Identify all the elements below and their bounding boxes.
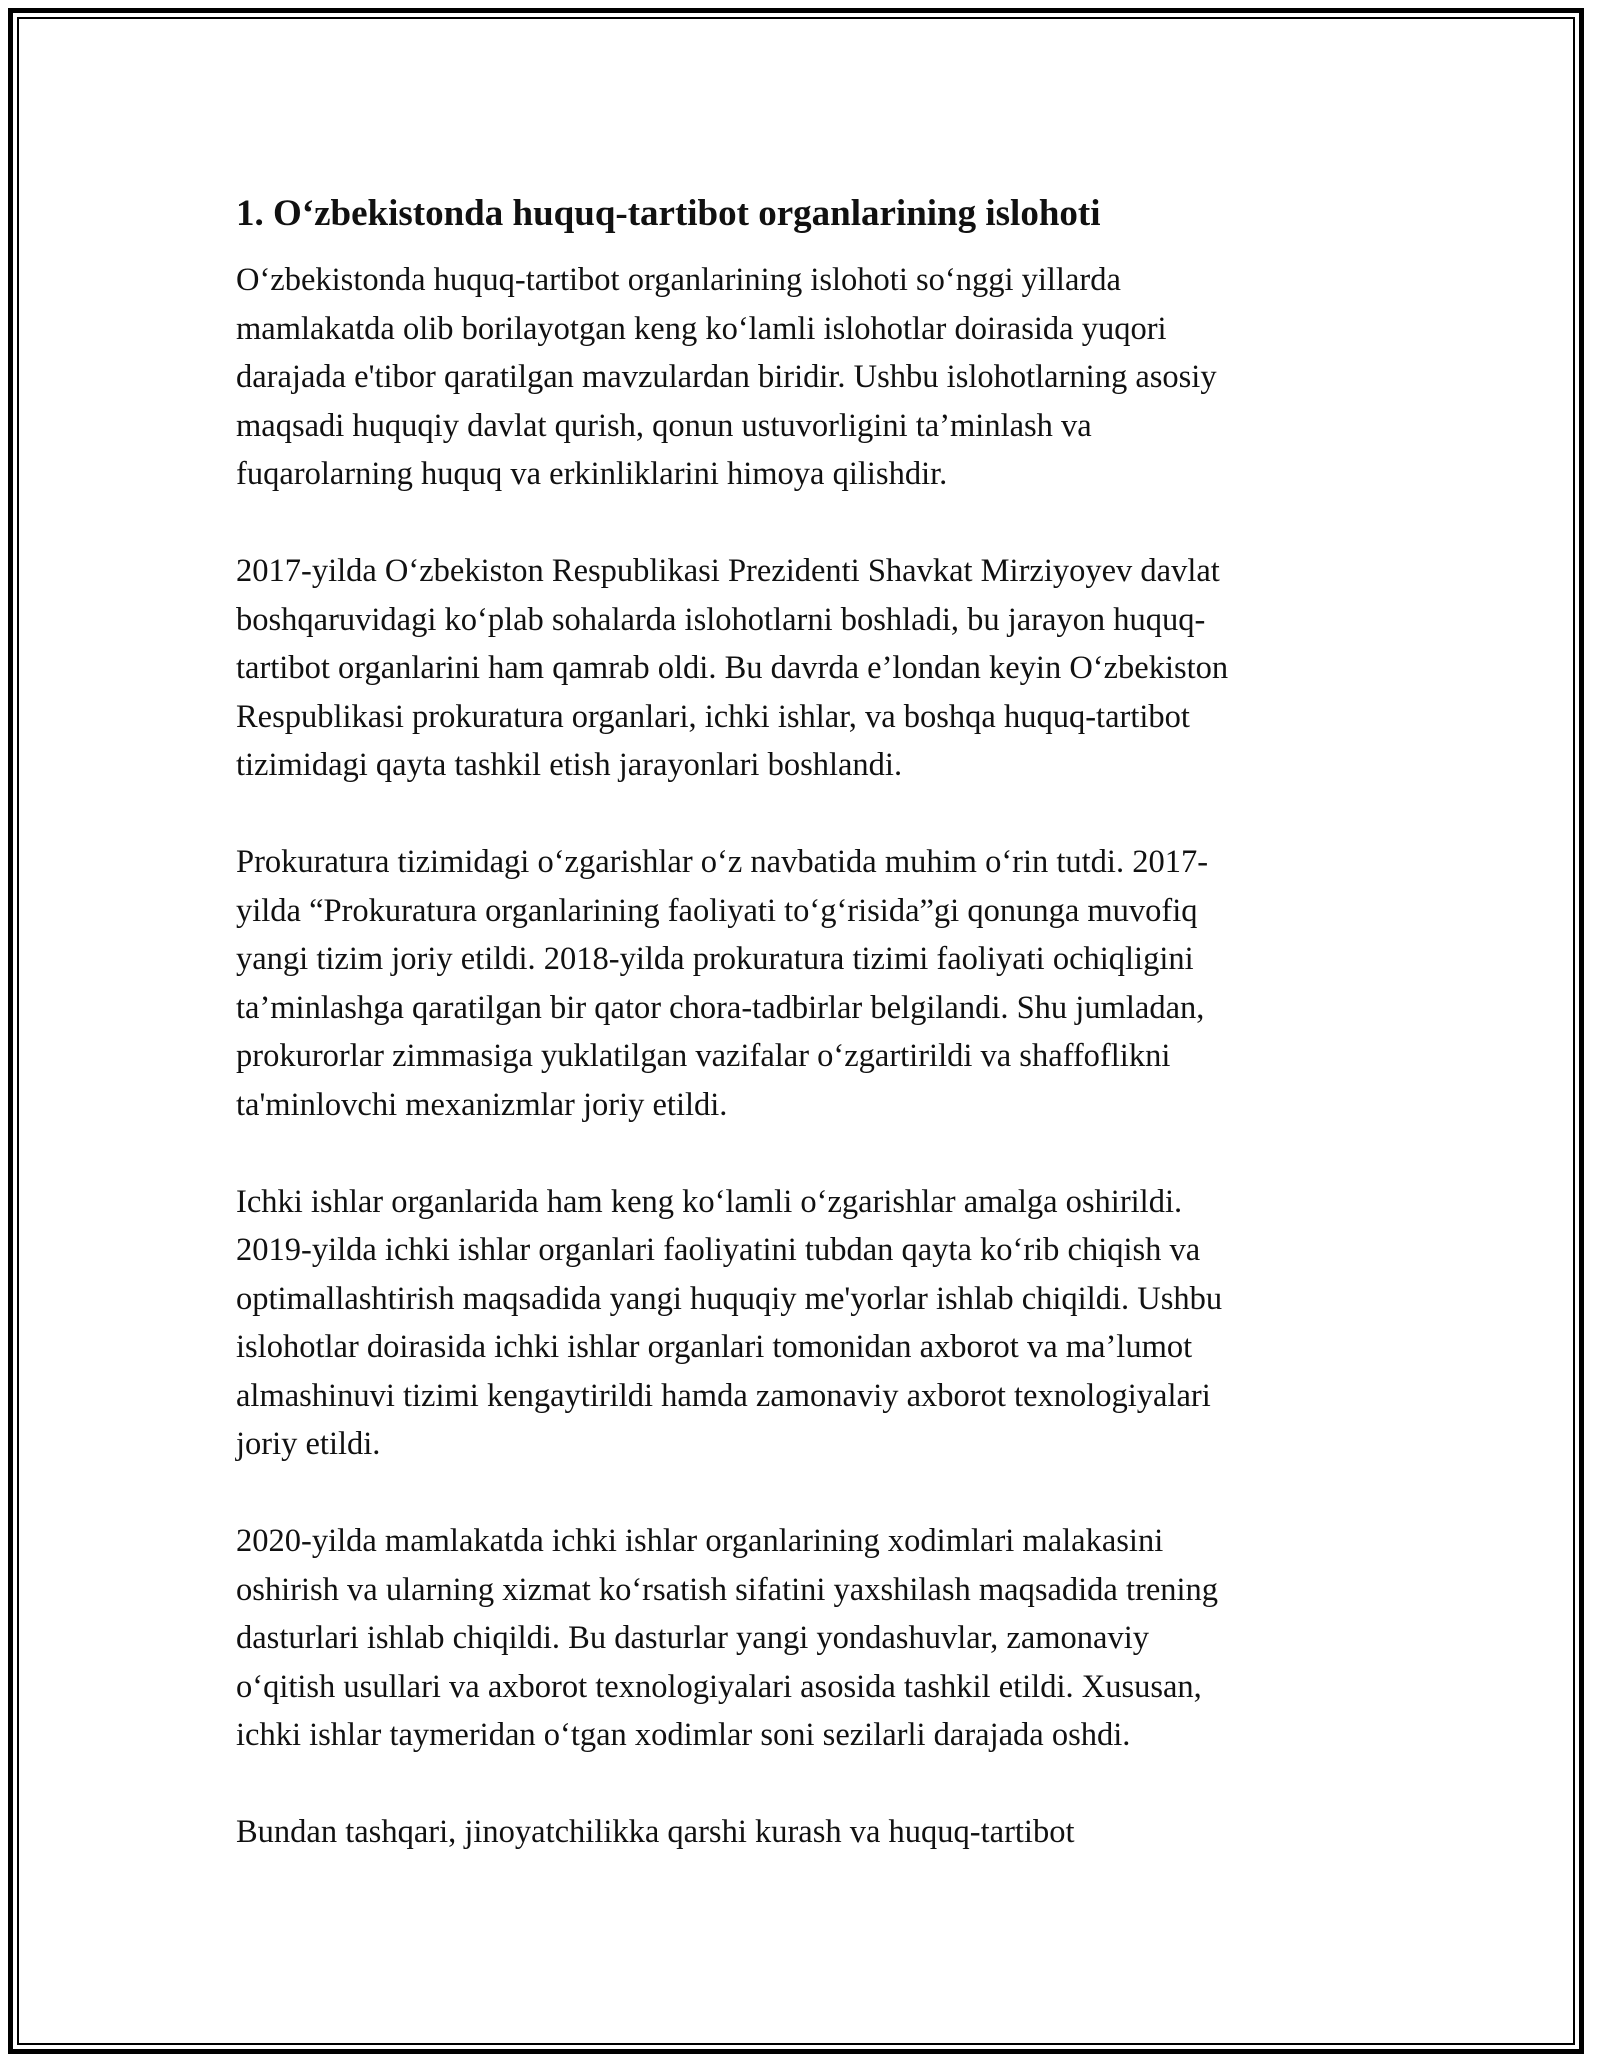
paragraph-line: fuqarolarning huquq va erkinliklarini himoya qilishdir. bbox=[236, 456, 948, 492]
paragraph-line: maqsadi huquqiy davlat qurish, qonun ustuvorligini ta’minlash va bbox=[236, 407, 1092, 444]
paragraph-spacer bbox=[236, 1129, 1386, 1178]
paragraph-spacer bbox=[236, 1760, 1386, 1809]
paragraph-line: Respublikasi prokuratura organlari, ichki ishlar, va boshqa huquq-tartibot bbox=[236, 698, 1190, 735]
paragraph-line: dasturlari ishlab chiqildi. Bu dasturlar yangi yondashuvlar, zamonaviy bbox=[236, 1620, 1149, 1656]
paragraph-line: almashinuvi tizimi kengaytirildi hamda zamonaviy axborot texnologiyalari bbox=[236, 1377, 1211, 1414]
paragraph-line: mamlakatda olib borilayotgan keng ko‘lamli islohotlar doirasida yuqori bbox=[236, 310, 1167, 347]
paragraph-spacer bbox=[236, 499, 1386, 548]
paragraph-line: oshirish va ularning xizmat ko‘rsatish sifatini yaxshilash maqsadida trening bbox=[236, 1571, 1219, 1608]
paragraph-line: tizimidagi qayta tashkil etish jarayonlari boshlandi. bbox=[236, 747, 903, 783]
paragraph-line: yilda “Prokuratura organlarining faoliyati to‘g‘risida”gi qonunga muvofiq bbox=[236, 892, 1198, 929]
paragraph-line: tartibot organlarini ham qamrab oldi. Bu davrda e’londan keyin O‘zbekiston bbox=[236, 650, 1229, 686]
paragraph-line: yangi tizim joriy etildi. 2018-yilda prokuratura tizimi faoliyati ochiqligini bbox=[236, 941, 1194, 977]
paragraph-2020-training bbox=[236, 1517, 1386, 1760]
paragraph-line: Bundan tashqari, jinoyatchilikka qarshi kurash va huquq-tartibot bbox=[236, 1814, 1075, 1850]
paragraph-line: 2017-yilda O‘zbekiston Respublikasi Prezidenti Shavkat Mirziyoyev davlat bbox=[236, 553, 1220, 589]
paragraph-line: joriy etildi. bbox=[236, 1426, 381, 1462]
paragraph-2017-reforms bbox=[236, 547, 1386, 790]
paragraph-line: Ichki ishlar organlarida ham keng ko‘lamli o‘zgarishlar amalga oshirildi. bbox=[236, 1183, 1183, 1220]
paragraph-line: o‘qitish usullari va axborot texnologiyalari asosida tashkil etildi. Xususan, bbox=[236, 1668, 1202, 1705]
paragraph-line: Prokuratura tizimidagi o‘zgarishlar o‘z navbatida muhim o‘rin tutdi. 2017- bbox=[236, 844, 1209, 880]
document-body bbox=[236, 186, 1386, 1857]
paragraph-line: O‘zbekistonda huquq-tartibot organlarining islohoti so‘nggi yillarda bbox=[236, 262, 1121, 298]
paragraph-line: boshqaruvidagi ko‘plab sohalarda islohotlarni boshladi, bu jarayon huquq- bbox=[236, 601, 1206, 638]
paragraph-closing bbox=[236, 1808, 1386, 1857]
paragraph-spacer bbox=[236, 1469, 1386, 1518]
paragraph-intro bbox=[236, 256, 1386, 499]
paragraph-prosecution bbox=[236, 838, 1386, 1129]
paragraph-line: darajada e'tibor qaratilgan mavzulardan biridir. Ushbu islohotlarning asosiy bbox=[236, 359, 1217, 395]
paragraph-line: optimallashtirish maqsadida yangi huquqiy me'yorlar ishlab chiqildi. Ushbu bbox=[236, 1280, 1223, 1317]
paragraph-spacer bbox=[236, 790, 1386, 839]
paragraph-line: ichki ishlar taymeridan o‘tgan xodimlar soni sezilarli darajada oshdi. bbox=[236, 1717, 1131, 1753]
paragraph-line: ta’minlashga qaratilgan bir qator chora-tadbirlar belgilandi. Shu jumladan, bbox=[236, 989, 1205, 1026]
paragraph-internal-affairs bbox=[236, 1178, 1386, 1469]
paragraph-line: 2019-yilda ichki ishlar organlari faoliyatini tubdan qayta ko‘rib chiqish va bbox=[236, 1232, 1201, 1268]
section-heading: 1. O‘zbekistonda huquq-tartibot organlarining islohoti bbox=[236, 193, 1101, 234]
paragraph-line: prokurorlar zimmasiga yuklatilgan vazifalar o‘zgartirildi va shaffoflikni bbox=[236, 1038, 1171, 1074]
paragraph-line: ta'minlovchi mexanizmlar joriy etildi. bbox=[236, 1086, 728, 1123]
paragraph-line: islohotlar doirasida ichki ishlar organlari tomonidan axborot va ma’lumot bbox=[236, 1329, 1193, 1365]
paragraph-line: 2020-yilda mamlakatda ichki ishlar organlarining xodimlari malakasini bbox=[236, 1523, 1164, 1559]
